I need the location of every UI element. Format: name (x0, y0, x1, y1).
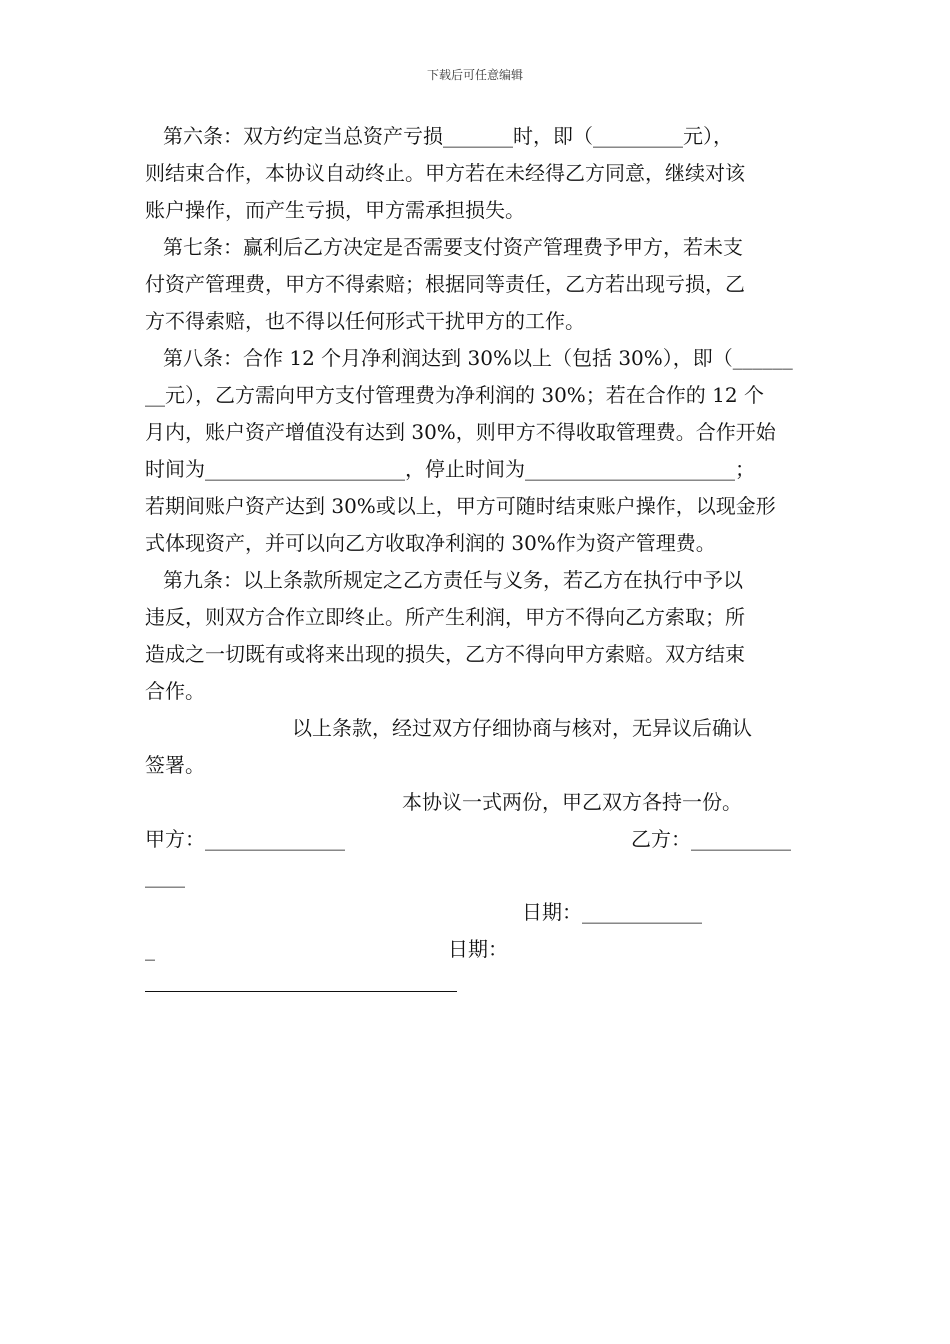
clause-7-line-2: 付资产管理费，甲方不得索赔；根据同等责任，乙方若出现亏损，乙 (145, 272, 745, 296)
clause-8-line-4: 时间为____________________，停止时间为_____________________； (145, 457, 755, 481)
party-b-date: 日期：____________ (522, 900, 702, 924)
signature-rule (145, 991, 457, 992)
page-header: 下载后可任意编辑 (426, 68, 523, 82)
clause-7-line-3: 方不得索赔，也不得以任何形式干扰甲方的工作。 (145, 309, 585, 333)
clause-8-line-6: 式体现资产，并可以向乙方收取净利润的 30%作为资产管理费。 (145, 531, 716, 555)
confirmation-line-1: 以上条款，经过双方仔细协商与核对，无异议后确认 (292, 716, 752, 740)
clause-9-line-1: 第九条：以上条款所规定之乙方责任与义务，若乙方在执行中予以 (163, 568, 743, 592)
clause-9-line-3: 造成之一切既有或将来出现的损失，乙方不得向甲方索赔。双方结束 (145, 642, 745, 666)
confirmation-line-2: 签署。 (145, 753, 205, 777)
copies-statement: 本协议一式两份，甲乙双方各持一份。 (402, 790, 742, 814)
clause-8-line-2: __元），乙方需向甲方支付管理费为净利润的 30%；若在合作的 12 个 (145, 383, 764, 407)
clause-8-line-3: 月内，账户资产增值没有达到 30%，则甲方不得收取管理费。合作开始 (145, 420, 776, 444)
clause-6-line-1: 第六条：双方约定当总资产亏损_______时，即（_________元）， (163, 124, 733, 148)
party-b-signature: 乙方：__________ (631, 827, 791, 851)
clause-6-line-2: 则结束合作，本协议自动终止。甲方若在未经得乙方同意，继续对该 (145, 161, 745, 185)
party-a-date: 日期： (448, 937, 508, 961)
clause-8-line-1: 第八条：合作 12 个月净利润达到 30%以上（包括 30%），即（______ (163, 346, 793, 370)
clause-7-line-1: 第七条：赢利后乙方决定是否需要支付资产管理费予甲方，若未支 (163, 235, 743, 259)
party-b-signature-continued: ____ (145, 864, 185, 888)
party-a-date-underscore: _ (145, 937, 155, 961)
party-a-signature: 甲方：______________ (145, 827, 345, 851)
clause-8-line-5: 若期间账户资产达到 30%或以上，甲方可随时结束账户操作，以现金形 (145, 494, 776, 518)
clause-9-line-2: 违反，则双方合作立即终止。所产生利润，甲方不得向乙方索取；所 (145, 605, 745, 629)
clause-9-line-4: 合作。 (145, 679, 205, 703)
clause-6-line-3: 账户操作，而产生亏损，甲方需承担损失。 (145, 198, 525, 222)
